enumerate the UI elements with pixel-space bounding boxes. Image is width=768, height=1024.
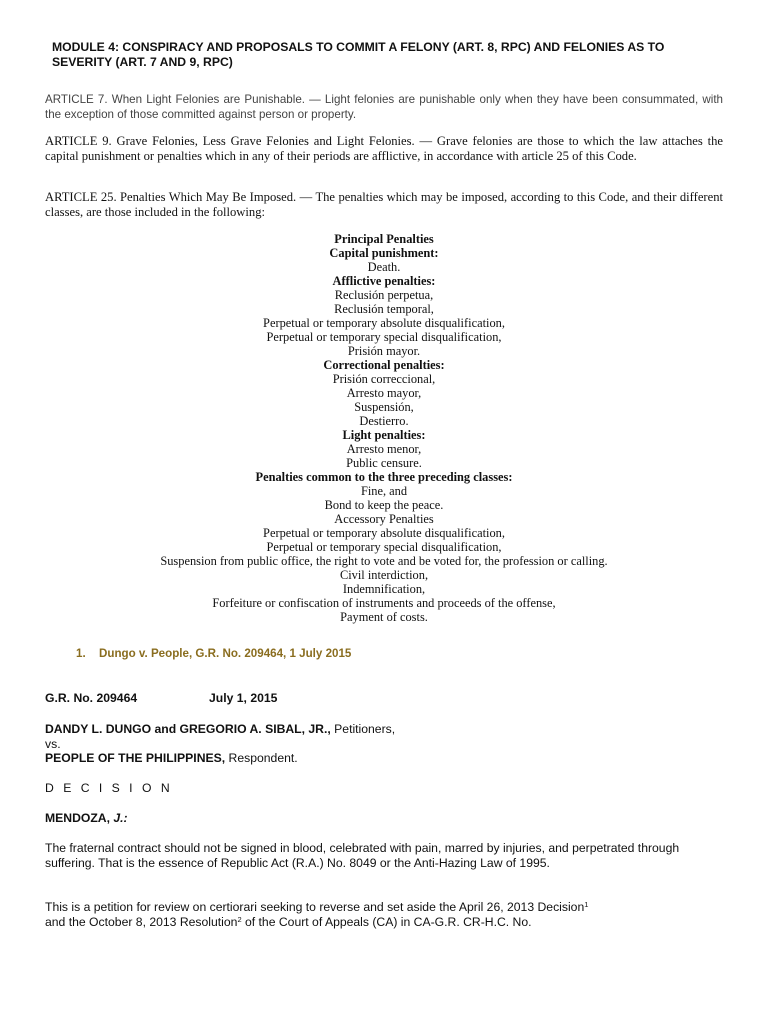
article-25: ARTICLE 25. Penalties Which May Be Imposed. — The penalties which may be imposed, according to this Code, and their different classes, are those included in the following: (45, 190, 723, 219)
petitioners-names: DANDY L. DUNGO and GREGORIO A. SIBAL, JR., (45, 722, 331, 736)
body-paragraph-2 (45, 900, 723, 930)
penalty-item: Payment of costs. (340, 610, 428, 624)
penalty-item: Prisión correccional, (332, 372, 436, 386)
penalty-item: Perpetual or temporary special disqualification, (266, 330, 502, 344)
penalty-heading: Capital punishment: (329, 246, 439, 260)
penalty-item: Arresto mayor, (346, 386, 422, 400)
respondent-label: Respondent. (228, 751, 298, 765)
penalty-item: Forfeiture or confiscation of instruments and proceeds of the offense, (212, 596, 556, 610)
penalty-item: Indemnification, (342, 582, 426, 596)
article-7: ARTICLE 7. When Light Felonies are Punishable. — Light felonies are punishable only when they have been consummated, with the exception of those committed against person or property. (45, 93, 723, 121)
case-list-item[interactable] (76, 647, 351, 660)
para2-part-a: This is a petition for review on certiorari seeking to reverse and set aside the April 26, 2013 Decision (45, 900, 585, 914)
penalty-item: Destierro. (359, 414, 409, 428)
versus-label: vs. (45, 737, 61, 751)
penalty-item: Suspension from public office, the right to vote and be voted for, the profession or calling. (160, 554, 608, 568)
penalty-item: Prisión mayor. (347, 344, 421, 358)
gr-number: G.R. No. 209464 (45, 691, 138, 705)
penalty-heading: Afflictive penalties: (332, 274, 436, 288)
decision-date: July 1, 2015 (209, 691, 278, 705)
module-title: MODULE 4: CONSPIRACY AND PROPOSALS TO COMMIT A FELONY (ART. 8, RPC) AND FELONIES AS TO SEVERITY (ART. 7 AND 9, RPC) (52, 40, 665, 69)
ponente-name: MENDOZA, (45, 811, 110, 825)
case-gr-line (45, 691, 278, 705)
ponente-title: J.: (113, 811, 128, 825)
penalty-item: Public censure. (346, 456, 422, 470)
case-link[interactable]: Dungo v. People, G.R. No. 209464, 1 July 2015 (99, 647, 352, 660)
petitioners-line (45, 722, 395, 736)
respondent-name: PEOPLE OF THE PHILIPPINES, (45, 751, 226, 765)
decision-heading: D E C I S I O N (45, 781, 173, 795)
penalty-item: Civil interdiction, (339, 568, 429, 582)
penalty-item: Perpetual or temporary special disqualification, (266, 540, 502, 554)
article-9: ARTICLE 9. Grave Felonies, Less Grave Felonies and Light Felonies. — Grave felonies are those to which the law attaches the capital punishment or penalties which in any of their periods are afflictive, in accordance with article 25 of this Code. (45, 134, 723, 163)
penalty-item: Reclusión temporal, (334, 302, 434, 316)
para2-part-b: and the October 8, 2013 Resolution (45, 915, 238, 929)
penalty-heading: Light penalties: (342, 428, 426, 442)
penalty-heading: Correctional penalties: (323, 358, 445, 372)
penalty-item: Fine, and (360, 484, 408, 498)
penalty-heading: Penalties common to the three preceding classes: (255, 470, 513, 484)
penalty-item: Death. (367, 260, 401, 274)
penalty-item: Perpetual or temporary absolute disqualification, (263, 316, 505, 330)
respondent-line (45, 751, 298, 765)
body-paragraph-1: The fraternal contract should not be signed in blood, celebrated with pain, marred by injuries, and perpetrated through suffering. That is the essence of Republic Act (R.A.) No. 8049 or the Anti-Hazing Law of 1995. (45, 841, 680, 870)
case-list (76, 647, 351, 660)
ponente-line (45, 811, 128, 825)
case-number: 1. (76, 647, 86, 660)
penalty-heading: Principal Penalties (334, 232, 434, 246)
penalty-item: Bond to keep the peace. (324, 498, 444, 512)
penalty-item: Reclusión perpetua, (334, 288, 434, 302)
petitioners-label: Petitioners, (334, 722, 396, 736)
penalty-item: Arresto menor, (346, 442, 422, 456)
penalty-item: Perpetual or temporary absolute disqualification, (263, 526, 505, 540)
para2-part-c: of the Court of Appeals (CA) in CA-G.R. CR-H.C. No. (241, 915, 532, 929)
footnote-ref-1[interactable]: 1 (584, 900, 589, 909)
penalty-item: Accessory Penalties (334, 512, 434, 526)
penalties-list (45, 232, 723, 624)
footnote-ref-2[interactable]: 2 (237, 915, 242, 924)
penalty-item: Suspensión, (354, 400, 414, 414)
